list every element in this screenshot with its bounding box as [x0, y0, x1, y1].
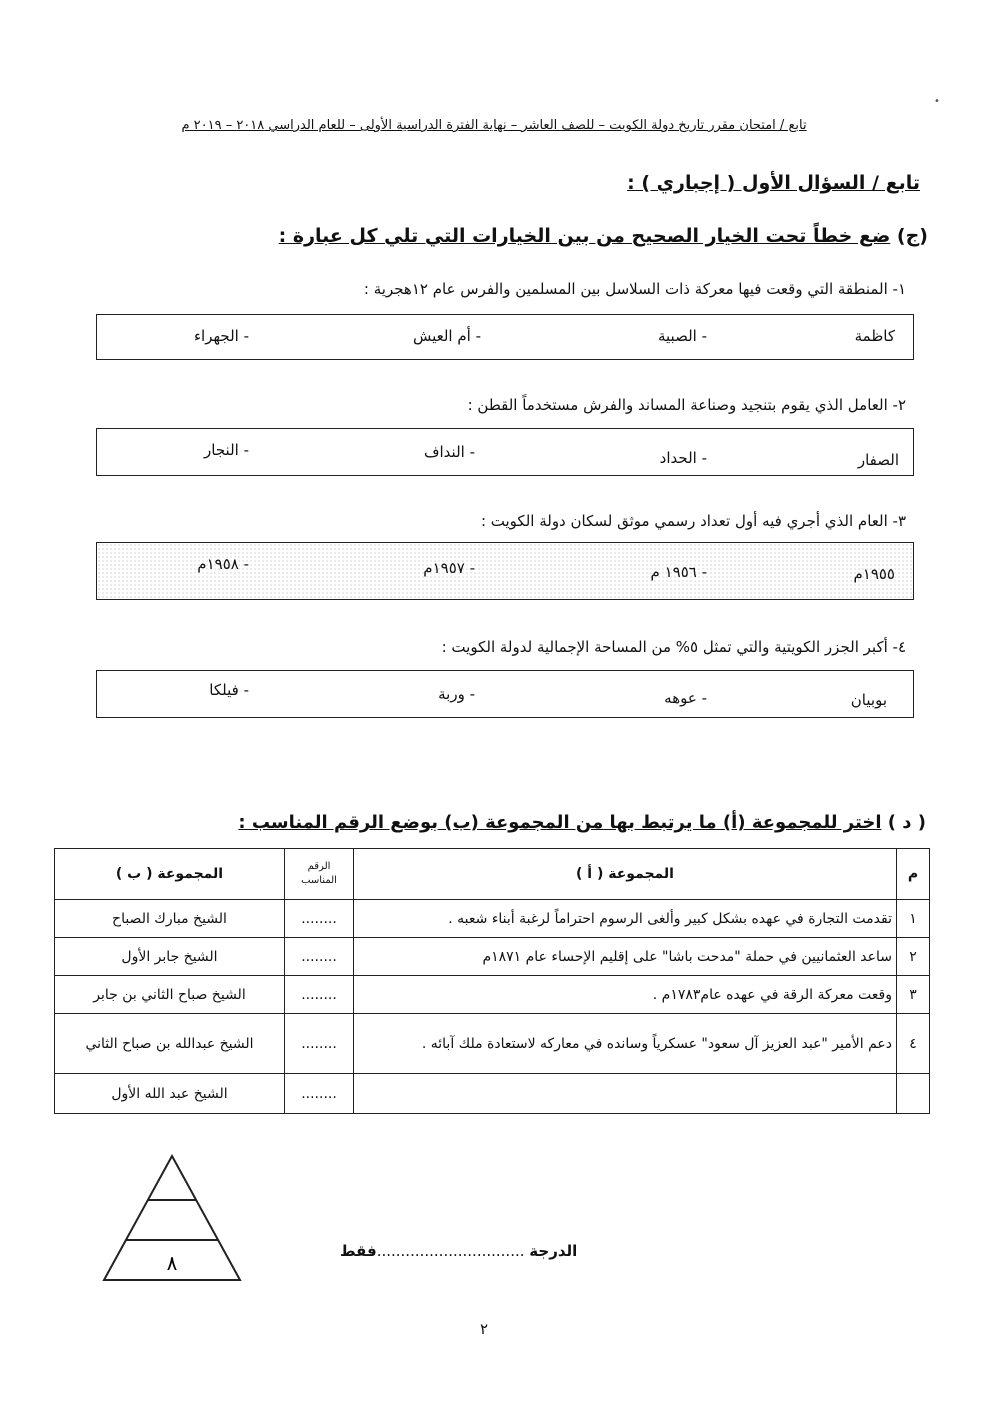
option[interactable]: - فيلكا: [209, 681, 249, 699]
row-number: ٢: [897, 938, 930, 976]
option[interactable]: - ١٩٥٨م: [197, 555, 249, 573]
group-a-cell: تقدمت التجارة في عهده بشكل كبير وألغى الرسوم احتراماً لرغبة أبناء شعبه .: [354, 900, 897, 938]
option[interactable]: بوبيان: [850, 691, 887, 709]
option[interactable]: - النداف: [423, 443, 475, 461]
group-a-cell: وقعت معركة الرقة في عهده عام١٧٨٣م .: [354, 976, 897, 1014]
section-d-title: [238, 812, 926, 833]
exam-header: تابع / امتحان مقرر تاريخ دولة الكويت – للصف العاشر – نهاية الفترة الدراسية الأولى – للعام الدراسي ٢٠١٨ – ٢٠١٩ م: [181, 118, 807, 133]
option[interactable]: كاظمة: [854, 327, 895, 345]
grade-label: الدرجة: [529, 1242, 578, 1260]
header-group-a: المجموعة ( أ ): [354, 849, 897, 900]
section-d-instruction: اختر للمجموعة (أ) ما يرتبط بها من المجموعة (ب) بوضع الرقم المناسب :: [238, 812, 882, 833]
page-number: ٢: [480, 1320, 489, 1338]
group-a-cell: [354, 1074, 897, 1114]
question-title: تابع / السؤال الأول ( إجباري ) :: [627, 172, 920, 194]
group-b-cell: الشيخ جابر الأول: [55, 938, 285, 976]
question-4-options: [96, 670, 914, 718]
question-3-stem: ٣- العام الذي أجري فيه أول تعداد رسمي موثق لسكان دولة الكويت :: [480, 512, 906, 530]
question-2-stem: ٢- العامل الذي يقوم بتنجيد وصناعة المساند والفرش مستخدماً القطن :: [467, 396, 906, 414]
option[interactable]: - الصبية: [657, 327, 707, 345]
table-row: [55, 1014, 930, 1074]
header-number: الرقم المناسب: [285, 849, 354, 900]
section-c-prefix: (ج): [890, 225, 928, 247]
answer-blank[interactable]: ........: [285, 976, 354, 1014]
grade-line: [340, 1242, 577, 1260]
option[interactable]: - النجار: [204, 441, 249, 459]
group-a-cell: دعم الأمير "عبد العزيز آل سعود" عسكرياً وسانده في معاركه لاستعادة ملك آبائه .: [354, 1014, 897, 1074]
question-4-stem: ٤- أكبر الجزر الكويتية والتي تمثل ٥% من المساحة الإجمالية لدولة الكويت :: [441, 638, 906, 656]
question-2-options: [96, 428, 914, 476]
question-3-options: [96, 542, 914, 600]
answer-blank[interactable]: ........: [285, 938, 354, 976]
header-m: م: [897, 849, 930, 900]
group-a-cell: ساعد العثمانيين في حملة "مدحت باشا" على إقليم الإحساء عام ١٨٧١م: [354, 938, 897, 976]
max-score: ٨: [166, 1251, 178, 1275]
corner-dot: •: [934, 96, 940, 107]
group-b-cell: الشيخ عبد الله الأول: [55, 1074, 285, 1114]
answer-blank[interactable]: ........: [285, 1074, 354, 1114]
option[interactable]: - وربة: [438, 685, 475, 703]
section-c-title: [279, 225, 928, 247]
option[interactable]: - الحداد: [659, 449, 707, 467]
group-b-cell: الشيخ عبدالله بن صباح الثاني: [55, 1014, 285, 1074]
option[interactable]: الصفار: [857, 451, 899, 469]
grade-suffix: فقط: [340, 1242, 377, 1260]
row-number: ١: [897, 900, 930, 938]
section-c-instruction: ضع خطاً تحت الخيار الصحيح من بين الخيارات التي تلي كل عبارة :: [278, 225, 891, 247]
matching-table: [54, 848, 930, 1114]
row-number: ٣: [897, 976, 930, 1014]
question-1-stem: ١- المنطقة التي وقعت فيها معركة ذات السلاسل بين المسلمين والفرس عام ١٢هجرية :: [363, 280, 906, 298]
option[interactable]: - عوهه: [664, 689, 707, 707]
group-b-cell: الشيخ مبارك الصباح: [55, 900, 285, 938]
table-row: [55, 900, 930, 938]
table-row: [55, 1074, 930, 1114]
section-d-prefix: ( د ): [881, 812, 926, 833]
row-number: ٤: [897, 1014, 930, 1074]
answer-blank[interactable]: ........: [285, 900, 354, 938]
option[interactable]: - أم العيش: [412, 327, 481, 345]
score-pyramid-icon: [102, 1154, 242, 1282]
grade-blank[interactable]: ...............................: [376, 1242, 525, 1260]
header-group-b: المجموعة ( ب ): [55, 849, 285, 900]
table-row: [55, 976, 930, 1014]
row-number: [897, 1074, 930, 1114]
question-1-options: [96, 314, 914, 360]
answer-blank[interactable]: ........: [285, 1014, 354, 1074]
table-row: [55, 938, 930, 976]
option[interactable]: - الجهراء: [193, 327, 249, 345]
option[interactable]: - ١٩٥٧م: [423, 559, 475, 577]
option[interactable]: - ١٩٥٦ م: [650, 563, 707, 581]
group-b-cell: الشيخ صباح الثاني بن جابر: [55, 976, 285, 1014]
option[interactable]: ١٩٥٥م: [853, 565, 895, 583]
